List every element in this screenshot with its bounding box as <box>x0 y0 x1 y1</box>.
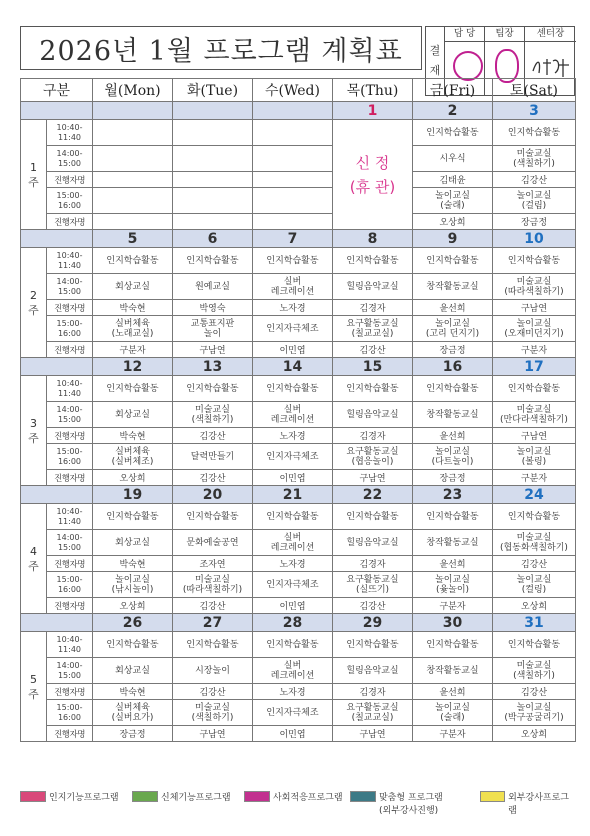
staff-name-cell: 이민엽 <box>253 470 333 486</box>
program-cell: 창작활동교실 <box>413 658 493 684</box>
program-calendar <box>20 78 576 742</box>
staff-name-cell: 구남연 <box>173 342 253 358</box>
program-cell: 힐링음악교실 <box>333 274 413 300</box>
staff-name-cell: 김태윤 <box>413 172 493 188</box>
date-row-label <box>21 102 93 120</box>
program-cell: 요구활동교실 (실뜨기) <box>333 572 413 598</box>
program-cell: 인지학습활동 <box>333 504 413 530</box>
date-cell: 12 <box>93 358 173 376</box>
staff-name-cell: 노자경 <box>253 300 333 316</box>
date-cell: 6 <box>173 230 253 248</box>
program-cell: 인지자극체조 <box>253 700 333 726</box>
program-cell: 놀이교실 (술래) <box>413 188 493 214</box>
staff-name-cell: 이민엽 <box>253 342 333 358</box>
program-cell: 놀이교실 (컬링) <box>493 572 576 598</box>
program-row <box>21 172 576 188</box>
holiday-cell <box>333 120 413 230</box>
program-cell: 요구활동교실 (칠교교실) <box>333 700 413 726</box>
legend-item <box>20 790 119 803</box>
date-cell: 8 <box>333 230 413 248</box>
staff-name-cell: 박숙현 <box>93 556 173 572</box>
time-slot: 10:40- 11:40 <box>47 376 93 402</box>
program-cell <box>253 120 333 146</box>
program-row <box>21 572 576 598</box>
progress-label: 진행자명 <box>47 214 93 230</box>
staff-name-cell: 구분자 <box>413 726 493 742</box>
program-cell: 실버체육 (실버체조) <box>93 444 173 470</box>
legend-label: 인지기능프로그램 <box>49 793 119 803</box>
program-row <box>21 248 576 274</box>
week-label: 4 주 <box>21 504 47 614</box>
calendar-body <box>21 102 576 742</box>
time-slot: 15:00- 16:00 <box>47 700 93 726</box>
program-row <box>21 376 576 402</box>
program-cell: 요구활동교실 (협응놀이) <box>333 444 413 470</box>
date-cell: 5 <box>93 230 173 248</box>
time-slot: 14:00- 15:00 <box>47 530 93 556</box>
legend <box>20 790 575 830</box>
time-slot: 15:00- 16:00 <box>47 572 93 598</box>
legend-item <box>480 790 575 816</box>
director-signature <box>529 51 573 81</box>
program-cell: 인지자극체조 <box>253 572 333 598</box>
staff-name-cell: 박숙현 <box>93 684 173 700</box>
staff-name-cell: 오상희 <box>493 598 576 614</box>
date-cell: 26 <box>93 614 173 632</box>
staff-name-cell: 김경자 <box>333 428 413 444</box>
date-cell: 13 <box>173 358 253 376</box>
program-row <box>21 402 576 428</box>
staff-name-cell: 김강산 <box>493 684 576 700</box>
program-cell: 인지자극체조 <box>253 444 333 470</box>
program-cell: 인지학습활동 <box>333 632 413 658</box>
date-cell: 31 <box>493 614 576 632</box>
date-cell: 3 <box>493 102 576 120</box>
program-cell: 인지학습활동 <box>493 504 576 530</box>
date-row <box>21 230 576 248</box>
program-cell: 미술교실 (협동화색칠하기) <box>493 530 576 556</box>
legend-swatch <box>132 791 158 802</box>
program-cell: 놀이교실 (오재미던지기) <box>493 316 576 342</box>
date-cell: 9 <box>413 230 493 248</box>
date-cell: 22 <box>333 486 413 504</box>
program-cell: 창작활동교실 <box>413 274 493 300</box>
program-cell: 원예교실 <box>173 274 253 300</box>
staff-name-cell: 김강산 <box>173 428 253 444</box>
staff-name-cell: 김경자 <box>333 300 413 316</box>
program-cell: 회상교실 <box>93 274 173 300</box>
approval-label-char: 결 <box>429 44 441 57</box>
staff-name-cell <box>93 172 173 188</box>
approval-label-char: 재 <box>429 64 441 77</box>
week-label: 5 주 <box>21 632 47 742</box>
staff-name-cell: 장금정 <box>493 214 576 230</box>
program-cell: 인지학습활동 <box>413 120 493 146</box>
legend-label: 맞춤형 프로그램 (외부강사진행) <box>379 793 443 816</box>
program-cell: 미술교실 (색칠하기) <box>493 658 576 684</box>
program-cell: 달력만들기 <box>173 444 253 470</box>
date-cell <box>173 102 253 120</box>
program-row <box>21 632 576 658</box>
progress-label: 진행자명 <box>47 470 93 486</box>
legend-label: 사회적응프로그램 <box>273 793 343 803</box>
program-row <box>21 726 576 742</box>
progress-label: 진행자명 <box>47 300 93 316</box>
program-row <box>21 556 576 572</box>
program-cell: 놀이교실 (박구공굴리기) <box>493 700 576 726</box>
program-cell: 놀이교실 (낚시놀이) <box>93 572 173 598</box>
header-category: 구분 <box>21 79 93 102</box>
program-row <box>21 504 576 530</box>
progress-label: 진행자명 <box>47 684 93 700</box>
program-cell: 인지학습활동 <box>413 248 493 274</box>
program-cell: 놀이교실 (고리 던지기) <box>413 316 493 342</box>
program-cell <box>173 146 253 172</box>
week-label: 3 주 <box>21 376 47 486</box>
staff-name-cell: 구분자 <box>493 470 576 486</box>
legend-swatch <box>20 791 46 802</box>
staff-name-cell: 노자경 <box>253 684 333 700</box>
program-cell: 실버 레크레이션 <box>253 658 333 684</box>
program-cell: 인지학습활동 <box>413 632 493 658</box>
staff-name-cell: 장금정 <box>93 726 173 742</box>
staff-name-cell: 구남연 <box>333 726 413 742</box>
staff-name-cell: 김강산 <box>493 556 576 572</box>
time-slot: 14:00- 15:00 <box>47 402 93 428</box>
date-cell: 30 <box>413 614 493 632</box>
holiday-text: 신 정 (휴 관) <box>349 153 396 196</box>
program-cell: 인지학습활동 <box>253 632 333 658</box>
staff-name-cell: 구남연 <box>493 300 576 316</box>
staff-name-cell: 오상희 <box>493 726 576 742</box>
date-cell: 20 <box>173 486 253 504</box>
staff-name-cell: 박숙현 <box>93 300 173 316</box>
staff-name-cell: 노자경 <box>253 428 333 444</box>
header-fri: 금(Fri) <box>413 79 493 102</box>
program-cell: 인지학습활동 <box>253 248 333 274</box>
staff-name-cell: 김강산 <box>173 684 253 700</box>
staff-name-cell: 구남연 <box>173 726 253 742</box>
staff-name-cell <box>253 214 333 230</box>
program-cell: 인지학습활동 <box>173 376 253 402</box>
program-cell: 인지자극체조 <box>253 316 333 342</box>
program-row <box>21 120 576 146</box>
header-tue: 화(Tue) <box>173 79 253 102</box>
date-cell: 28 <box>253 614 333 632</box>
date-cell: 2 <box>413 102 493 120</box>
staff-name-cell: 구남연 <box>493 428 576 444</box>
date-cell: 16 <box>413 358 493 376</box>
staff-name-cell: 김강산 <box>173 598 253 614</box>
legend-swatch <box>480 791 505 802</box>
program-cell: 인지학습활동 <box>413 376 493 402</box>
staff-name-cell: 오상희 <box>93 598 173 614</box>
staff-name-cell: 윤선희 <box>413 684 493 700</box>
date-cell <box>93 102 173 120</box>
program-cell: 놀이교실 (윷놀이) <box>413 572 493 598</box>
approval-col-label: 팀장 <box>485 27 524 42</box>
program-cell <box>173 188 253 214</box>
program-cell: 실버체육 (노래교실) <box>93 316 173 342</box>
legend-item <box>350 790 443 816</box>
program-cell: 미술교실 (따라색칠하기) <box>173 572 253 598</box>
legend-swatch <box>244 791 270 802</box>
staff-name-cell: 구분자 <box>413 598 493 614</box>
program-cell: 인지학습활동 <box>173 504 253 530</box>
time-slot: 10:40- 11:40 <box>47 120 93 146</box>
staff-name-cell: 윤선희 <box>413 556 493 572</box>
program-cell: 인지학습활동 <box>493 376 576 402</box>
date-row <box>21 486 576 504</box>
header-wed: 수(Wed) <box>253 79 333 102</box>
legend-item <box>132 790 231 803</box>
program-row <box>21 146 576 172</box>
program-cell: 인지학습활동 <box>333 376 413 402</box>
staff-name-cell: 김강산 <box>333 598 413 614</box>
date-row <box>21 358 576 376</box>
program-cell: 시장놀이 <box>173 658 253 684</box>
program-cell: 힐링음악교실 <box>333 530 413 556</box>
staff-name-cell <box>173 214 253 230</box>
program-row <box>21 598 576 614</box>
progress-label: 진행자명 <box>47 726 93 742</box>
date-cell: 10 <box>493 230 576 248</box>
program-row <box>21 658 576 684</box>
program-row <box>21 530 576 556</box>
staff-name-cell: 노자경 <box>253 556 333 572</box>
staff-name-cell: 김강산 <box>333 342 413 358</box>
program-row <box>21 214 576 230</box>
date-cell: 27 <box>173 614 253 632</box>
staff-name-cell <box>93 214 173 230</box>
program-cell: 인지학습활동 <box>93 248 173 274</box>
header-mon: 월(Mon) <box>93 79 173 102</box>
program-cell: 인지학습활동 <box>93 376 173 402</box>
staff-name-cell: 장금정 <box>413 470 493 486</box>
program-cell: 인지학습활동 <box>253 504 333 530</box>
program-cell: 시우식 <box>413 146 493 172</box>
program-cell: 미술교실 (색칠하기) <box>173 402 253 428</box>
staff-name-cell: 김경자 <box>333 684 413 700</box>
program-cell: 인지학습활동 <box>413 504 493 530</box>
page-title: 2026년 1월 프로그램 계획표 <box>39 35 403 67</box>
program-row <box>21 316 576 342</box>
date-cell: 15 <box>333 358 413 376</box>
program-cell: 실버 레크레이션 <box>253 530 333 556</box>
time-slot: 14:00- 15:00 <box>47 658 93 684</box>
program-cell: 인지학습활동 <box>93 632 173 658</box>
date-row-label <box>21 230 93 248</box>
week-label: 1 주 <box>21 120 47 230</box>
program-cell <box>93 188 173 214</box>
staff-name-cell: 윤선희 <box>413 300 493 316</box>
program-cell: 미술교실 (만다라색칠하기) <box>493 402 576 428</box>
program-row <box>21 444 576 470</box>
program-cell: 놀이교실 (술래) <box>413 700 493 726</box>
program-cell: 놀이교실 (걸림) <box>493 188 576 214</box>
date-cell: 24 <box>493 486 576 504</box>
header-sat: 토(Sat) <box>493 79 576 102</box>
date-cell: 17 <box>493 358 576 376</box>
program-row <box>21 700 576 726</box>
legend-item <box>244 790 343 803</box>
staff-name-cell: 오상희 <box>93 470 173 486</box>
program-cell <box>253 188 333 214</box>
program-row <box>21 470 576 486</box>
staff-stamp <box>453 51 483 81</box>
staff-name-cell: 장금정 <box>413 342 493 358</box>
program-cell: 창작활동교실 <box>413 402 493 428</box>
program-cell <box>173 120 253 146</box>
time-slot: 15:00- 16:00 <box>47 188 93 214</box>
title-box <box>20 26 422 70</box>
program-cell: 인지학습활동 <box>253 376 333 402</box>
approval-col-label: 담 당 <box>445 27 484 42</box>
date-row <box>21 102 576 120</box>
program-cell: 미술교실 (따라색칠하기) <box>493 274 576 300</box>
staff-name-cell: 윤선희 <box>413 428 493 444</box>
day-header-row <box>21 79 576 102</box>
date-cell: 23 <box>413 486 493 504</box>
date-cell: 29 <box>333 614 413 632</box>
staff-name-cell: 오상희 <box>413 214 493 230</box>
date-row <box>21 614 576 632</box>
staff-name-cell: 구분자 <box>93 342 173 358</box>
program-cell <box>253 146 333 172</box>
staff-name-cell: 조자연 <box>173 556 253 572</box>
date-cell: 21 <box>253 486 333 504</box>
legend-label: 신체기능프로그램 <box>161 793 231 803</box>
staff-name-cell: 김경자 <box>333 556 413 572</box>
date-row-label <box>21 486 93 504</box>
program-row <box>21 300 576 316</box>
staff-name-cell <box>173 172 253 188</box>
program-cell: 힐링음악교실 <box>333 402 413 428</box>
program-cell: 인지학습활동 <box>173 248 253 274</box>
program-cell: 인지학습활동 <box>493 632 576 658</box>
date-cell <box>253 102 333 120</box>
program-cell: 인지학습활동 <box>173 632 253 658</box>
week-label: 2 주 <box>21 248 47 358</box>
date-row-label <box>21 614 93 632</box>
program-cell: 미술교실 (색칠하기) <box>173 700 253 726</box>
header-thu: 목(Thu) <box>333 79 413 102</box>
staff-name-cell: 구분자 <box>493 342 576 358</box>
date-row-label <box>21 358 93 376</box>
legend-label: 외부강사프로그램 <box>508 793 569 816</box>
date-cell: 19 <box>93 486 173 504</box>
program-cell <box>93 120 173 146</box>
program-cell: 실버 레크레이션 <box>253 274 333 300</box>
staff-name-cell: 김강산 <box>493 172 576 188</box>
program-cell: 인지학습활동 <box>333 248 413 274</box>
time-slot: 15:00- 16:00 <box>47 444 93 470</box>
progress-label: 진행자명 <box>47 172 93 188</box>
progress-label: 진행자명 <box>47 428 93 444</box>
program-cell: 힐링음악교실 <box>333 658 413 684</box>
program-cell: 회상교실 <box>93 530 173 556</box>
date-cell: 14 <box>253 358 333 376</box>
time-slot: 15:00- 16:00 <box>47 316 93 342</box>
progress-label: 진행자명 <box>47 556 93 572</box>
program-row <box>21 684 576 700</box>
program-cell: 놀이교실 (볼링) <box>493 444 576 470</box>
program-cell: 놀이교실 (다트놀이) <box>413 444 493 470</box>
approval-col-label: 센터장 <box>525 27 576 42</box>
program-cell: 문화예술공연 <box>173 530 253 556</box>
staff-name-cell: 김강산 <box>173 470 253 486</box>
program-cell: 요구활동교실 (칠교교실) <box>333 316 413 342</box>
program-row <box>21 274 576 300</box>
program-cell: 회상교실 <box>93 658 173 684</box>
time-slot: 14:00- 15:00 <box>47 146 93 172</box>
time-slot: 10:40- 11:40 <box>47 504 93 530</box>
staff-name-cell: 이민엽 <box>253 726 333 742</box>
program-row <box>21 428 576 444</box>
program-cell: 창작활동교실 <box>413 530 493 556</box>
date-cell: 1 <box>333 102 413 120</box>
program-cell: 인지학습활동 <box>93 504 173 530</box>
program-cell: 실버 레크레이션 <box>253 402 333 428</box>
staff-name-cell <box>253 172 333 188</box>
time-slot: 14:00- 15:00 <box>47 274 93 300</box>
staff-name-cell: 이민엽 <box>253 598 333 614</box>
date-cell: 7 <box>253 230 333 248</box>
program-cell: 미술교실 (색칠하기) <box>493 146 576 172</box>
time-slot: 10:40- 11:40 <box>47 632 93 658</box>
staff-name-cell: 박영숙 <box>173 300 253 316</box>
program-cell: 실버체육 (실버요가) <box>93 700 173 726</box>
program-row <box>21 188 576 214</box>
staff-name-cell: 박숙현 <box>93 428 173 444</box>
program-cell: 회상교실 <box>93 402 173 428</box>
program-cell <box>93 146 173 172</box>
progress-label: 진행자명 <box>47 598 93 614</box>
staff-name-cell: 구남연 <box>333 470 413 486</box>
program-cell: 인지학습활동 <box>493 120 576 146</box>
program-cell: 교통표지판 놀이 <box>173 316 253 342</box>
program-row <box>21 342 576 358</box>
progress-label: 진행자명 <box>47 342 93 358</box>
time-slot: 10:40- 11:40 <box>47 248 93 274</box>
legend-swatch <box>350 791 376 802</box>
program-cell: 인지학습활동 <box>493 248 576 274</box>
